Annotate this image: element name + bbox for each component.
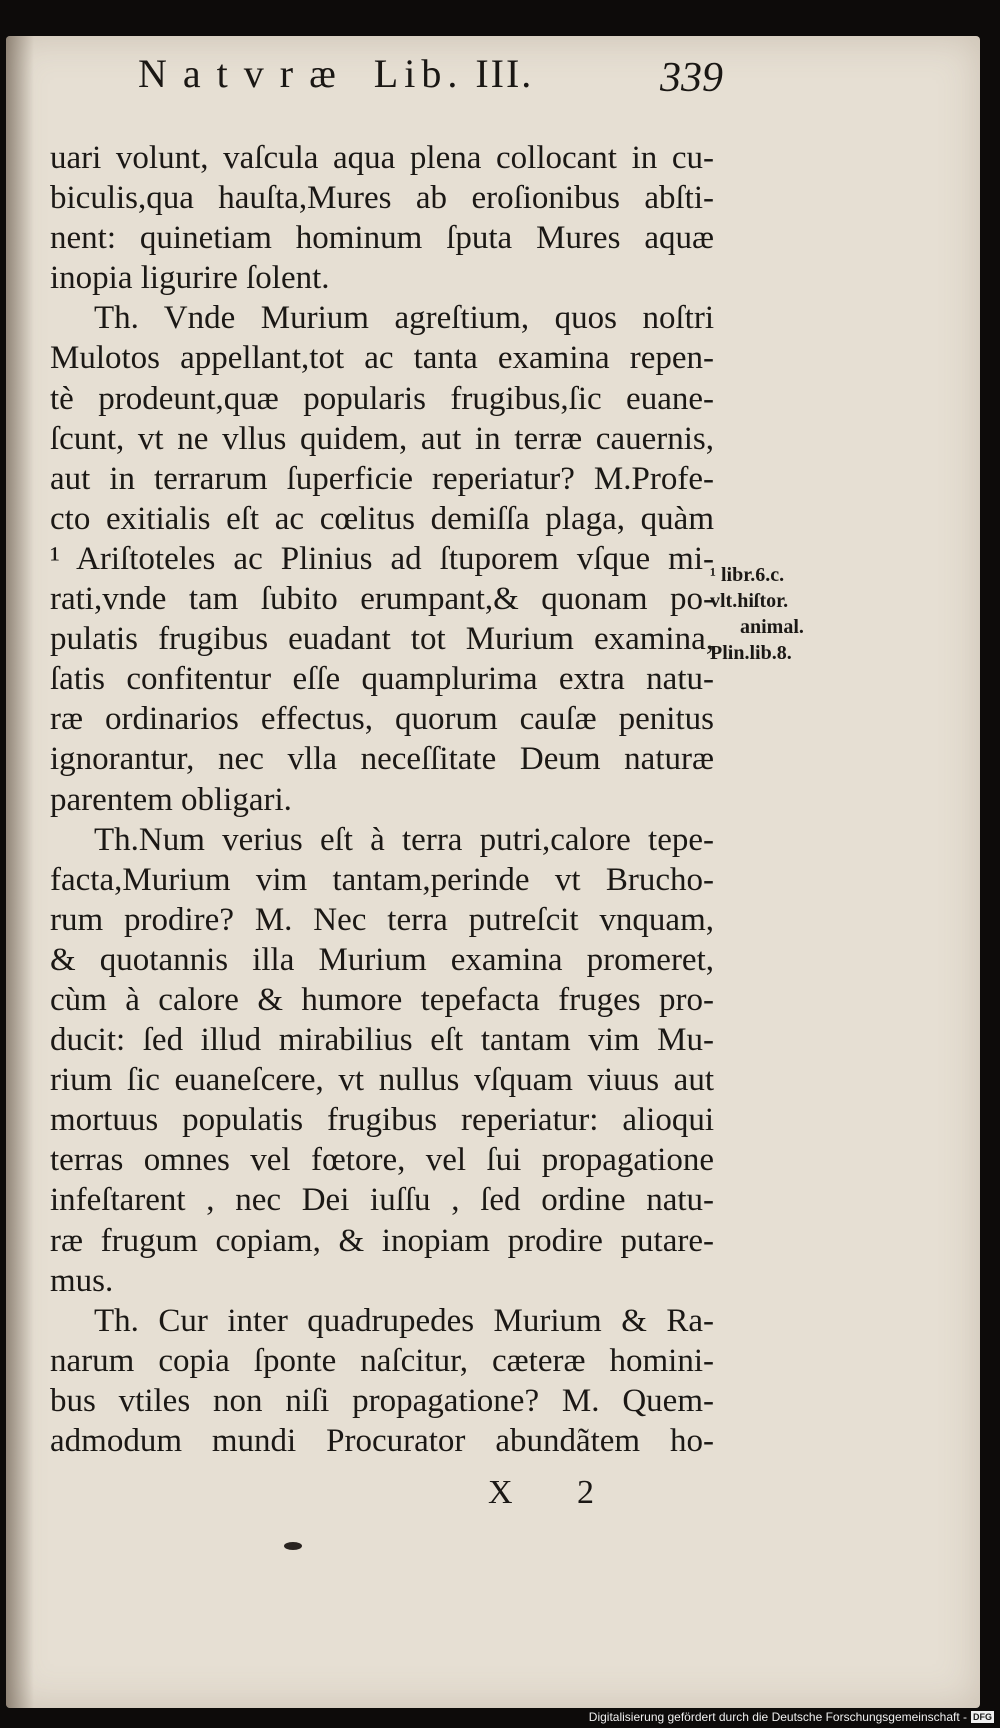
digitization-footer [589,1708,994,1726]
text-line: ¹ Ariſtoteles ac Plinius ad ſtuporem vſque mi- [50,540,714,577]
text-line: bus vtiles non niſi propagatione? M. Quem- [50,1382,714,1419]
text-line: cto exitialis eſt ac cœlitus demiſſa plaga, quàm [50,500,714,537]
text-line: Th.Num verius eſt à terra putri,calore tepe- [94,821,714,858]
text-line: pulatis frugibus euadant tot Murium examina, [50,621,714,658]
text-line: Th. Cur inter quadrupedes Murium & Ra- [94,1302,714,1339]
text-line: mus. [50,1262,114,1299]
running-header [138,50,738,101]
ink-blot [284,1542,302,1550]
dfg-logo: DFG [973,1712,992,1722]
text-line: aut in terrarum ſuperficie reperiatur? M.Profe- [50,460,714,497]
text-line: ræ frugum copiam, & inopiam prodire putare- [50,1222,714,1259]
text-line: Mulotos appellant,tot ac tanta examina repen- [50,340,714,377]
footer-text: Digitalisierung gefördert durch die Deutsche Forschungsgemeinschaft - [588,1710,967,1724]
margin-note-line: ¹ libr.6.c. [710,564,785,586]
text-line: rium ſic euaneſcere, vt nullus vſquam viuus aut [50,1062,714,1099]
text-line: uari volunt, vaſcula aqua plena collocant in cu- [50,140,714,176]
text-line: facta,Murium vim tantam,perinde vt Brucho- [50,861,714,898]
margin-note [710,562,840,666]
text-line: rati,vnde tam ſubito erumpant,& quonam po- [50,581,714,618]
text-line: parentem obligari. [50,781,292,818]
text-line: admodum mundi Procurator abundãtem ho- [50,1423,714,1459]
header-book: Lib. [373,51,464,96]
text-line: ignorantur, nec vlla neceſſitate Deum naturæ [50,741,714,778]
margin-note-line: Plin.lib.8. [710,642,792,664]
header-title: Natvræ [138,51,352,96]
text-line: ræ ordinarios effectus, quorum cauſæ penitus [50,701,714,738]
text-line: terras omnes vel fœtore, vel ſui propagatione [50,1142,714,1179]
text-line: ducit: ſed illud mirabilius eſt tantam vim Mu- [50,1022,714,1059]
text-line: mortuus populatis frugibus reperiatur: alioqui [50,1102,714,1139]
text-line: infeſtarent , nec Dei iuſſu , ſed ordine natu- [50,1182,714,1219]
text-line: ſatis confitentur eſſe quamplurima extra natu- [50,661,714,698]
text-line: rum prodire? M. Nec terra putreſcit vnquam, [50,901,714,938]
margin-note-line: vlt.hiſtor. [710,590,789,612]
header-roman: III. [475,51,534,96]
text-line: ſcunt, vt ne vllus quidem, aut in terræ cauernis, [50,420,714,457]
page-number: 339 [660,55,723,101]
text-line: Th. Vnde Murium agreſtium, quos noſtri [94,300,714,337]
text-line: nent: quinetiam hominum ſputa Mures aquæ [50,220,714,257]
margin-note-line: animal. [740,616,804,638]
text-line: cùm à calore & humore tepefacta fruges pro- [50,981,714,1018]
text-line: narum copia ſponte naſcitur, cæteræ homini- [50,1342,714,1379]
text-line: tè prodeunt,quæ popularis frugibus,ſic euane- [50,380,714,417]
text-line: & quotannis illa Murium examina promeret, [50,941,714,978]
main-text-block [50,138,714,1461]
signature-mark: X 2 [488,1474,623,1511]
text-line: biculis,qua hauſta,Mures ab eroſionibus abſti- [50,180,714,217]
text-line: inopia ligurire ſolent. [50,260,330,297]
page-gutter-shadow [6,36,34,1708]
